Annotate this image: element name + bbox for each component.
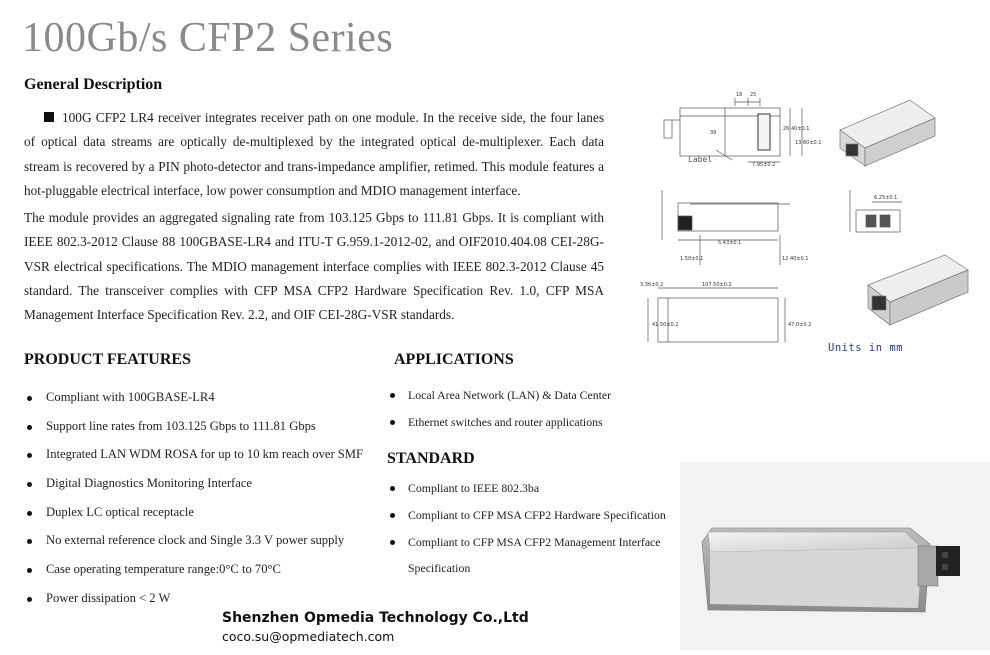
application-item: Local Area Network (LAN) & Data Center: [408, 388, 612, 402]
standard-heading: STANDARD: [387, 450, 475, 467]
bullet-dot-icon: [390, 486, 395, 491]
module-side-view: [678, 203, 778, 231]
product-photo: [680, 462, 990, 650]
contact-email: coco.su@opmediatech.com: [222, 629, 395, 644]
bullet-dot-icon: [390, 420, 395, 425]
bullet-dot-icon: [27, 539, 32, 544]
page-title: 100Gb/s CFP2 Series: [22, 15, 394, 61]
dim-label: 41.50±0.2: [652, 322, 679, 328]
general-description-heading: General Description: [24, 76, 163, 93]
feature-item: Support line rates from 103.125 Gbps to 111.81 Gbps: [46, 419, 316, 433]
bullet-square-icon: [44, 112, 54, 122]
units-note: Units in mm: [828, 342, 904, 354]
dim-label: 12.40±0.1: [782, 256, 809, 262]
dim-label: 7.95±0.2: [752, 162, 776, 168]
feature-item: Case operating temperature range:0°C to 70°C: [46, 562, 281, 576]
dim-label: 47.0±0.2: [788, 322, 812, 328]
bullet-dot-icon: [27, 482, 32, 487]
feature-item: No external reference clock and Single 3.3 V power supply: [46, 533, 345, 547]
dim-label: 26.40±0.1: [783, 126, 810, 132]
bullet-dot-icon: [27, 425, 32, 430]
dim-label: 107.50±0.2: [702, 282, 732, 288]
standard-item-continued: Specification: [408, 561, 471, 575]
dim-label: 5.43±0.1: [718, 240, 742, 246]
standard-item: Compliant to CFP MSA CFP2 Management Interface: [408, 535, 661, 549]
dim-label: 13.60±0.1: [795, 140, 822, 146]
bullet-dot-icon: [390, 540, 395, 545]
label-callout: Label: [688, 155, 713, 164]
bullet-dot-icon: [390, 393, 395, 398]
dim-label: 16: [736, 92, 743, 98]
standard-item: Compliant to IEEE 802.3ba: [408, 481, 540, 495]
bullet-dot-icon: [27, 511, 32, 516]
application-item: Ethernet switches and router applications: [408, 415, 603, 429]
bullet-dot-icon: [27, 568, 32, 573]
module-front-view: [856, 210, 900, 232]
feature-item: Integrated LAN WDM ROSA for up to 10 km reach over SMF: [46, 447, 364, 461]
bullet-dot-icon: [27, 396, 32, 401]
bullet-dot-icon: [27, 597, 32, 602]
bullet-dot-icon: [390, 513, 395, 518]
feature-item: Duplex LC optical receptacle: [46, 505, 194, 519]
dim-label: 25: [750, 92, 757, 98]
dim-label: 1.50±0.1: [680, 256, 704, 262]
feature-item: Digital Diagnostics Monitoring Interface: [46, 476, 252, 490]
dim-label: 3.36±0.2: [640, 282, 664, 288]
standard-item: Compliant to CFP MSA CFP2 Hardware Specification: [408, 508, 666, 522]
module-bottom-view: [658, 298, 778, 342]
description-paragraph-2: The module provides an aggregated signaling rate from 103.125 Gbps to 111.81 Gbps. It is compliant with IEEE 802.3-2012 Clause 88 100GBASE-LR4 and ITU-T G.959.1-2012-02, and OIF2010.404.08 CEI-28G-VSR electrical specifications. The MDIO management interface complies with IEEE 802.3-2012 Clause 45 standard. The transceiver complies with CFP MSA CFP2 Hardware Specification Rev. 1.0, CFP MSA Management Interface Specification Rev. 2.2, and OIF CEI-28G-VSR standards.: [24, 210, 604, 323]
module-3d-view-2: [868, 255, 968, 325]
dim-label: 6.25±0.1: [874, 195, 898, 201]
module-3d-view-1: [840, 100, 935, 166]
feature-item: Power dissipation < 2 W: [46, 591, 171, 605]
product-features-heading: PRODUCT FEATURES: [24, 351, 191, 368]
company-name: Shenzhen Opmedia Technology Co.,Ltd: [222, 610, 529, 626]
description-paragraph-1-text: 100G CFP2 LR4 receiver integrates receiver path on one module. In the receive side, the four lanes of optical data streams are optically de-multiplexed by the integrated optical de-multiplexer. Each data stream is recovered by a PIN photo-detector and trans-impedance amplifier, retimed. This module features a hot-pluggable electrical interface, low power consumption and MDIO management interface.: [24, 110, 604, 198]
bullet-dot-icon: [27, 453, 32, 458]
feature-item: Compliant with 100GBASE-LR4: [46, 390, 215, 404]
description-paragraph-1: [24, 106, 604, 203]
dim-label: 39: [710, 130, 717, 136]
applications-heading: APPLICATIONS: [394, 351, 514, 368]
mechanical-drawing: [640, 90, 990, 360]
